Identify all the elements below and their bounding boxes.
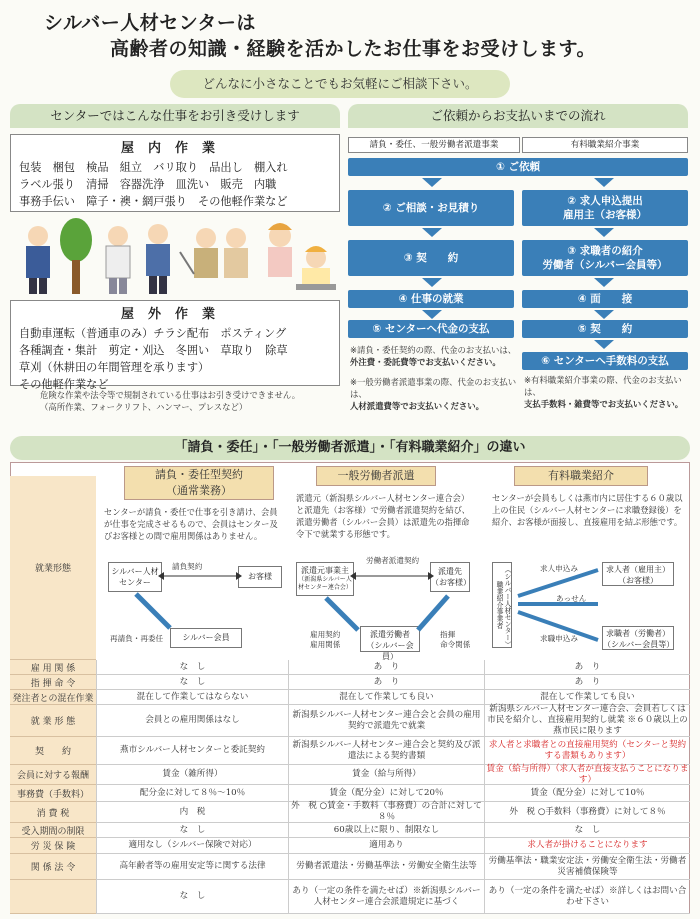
d1-member-box: シルバー会員: [170, 628, 242, 648]
flow-right-header: 有料職業紹介事業: [522, 137, 688, 153]
table-cell: 賃金（配分金）に対して20％: [288, 785, 484, 802]
table-cell: あ り: [484, 675, 690, 690]
table-cell: 適用あり: [288, 838, 484, 854]
table-cell: 労働基準法・職業安定法・労働安全衛生法・労働者災害補償保険等: [484, 854, 690, 880]
note-left-1-line2: 外注費・委託費等でお支払いください。: [350, 357, 501, 367]
table-cell: 高年齢者等の雇用安定等に関する法律: [96, 854, 288, 880]
worker-figure-6: [268, 223, 292, 277]
col3-description: センターが会員もしくは燕市内に居住する６０歳以上の住民（シルバー人材センターに求職登録後）を紹介、お客様が面接し、直接雇用を結ぶ形態です。: [492, 493, 683, 527]
d3-req-label: 求人申込み: [540, 564, 578, 573]
table-cell: 求人者が掛けることになります: [484, 838, 690, 854]
flow-note-left-1: [350, 344, 520, 368]
flow-step-1: ① ご依頼: [348, 158, 688, 176]
outdoor-list: 自動車運転（普通車のみ）チラシ配布 ポスティング 各種調査・集計 剪定・刈込 冬囲い 草取り 除草 草刈（休耕田の年間管理を承ります） その他軽作業など: [19, 327, 288, 391]
row-label: 関 係 法 令: [10, 854, 96, 880]
table-cell: あ り: [288, 675, 484, 690]
table-cell: 混在して作業しても良い: [288, 690, 484, 705]
table-cell: な し: [96, 823, 288, 838]
flow-note-right: [524, 374, 690, 410]
flow-r3-line1: ③ 求職者の紹介: [567, 245, 643, 257]
flow-arrow: [422, 278, 442, 287]
row-label: 会員に対する報酬: [10, 765, 96, 785]
outdoor-box: [10, 300, 340, 391]
flow-arrow: [594, 340, 614, 349]
flow-arrow: [422, 178, 442, 187]
table-cell: あり（一定の条件を満たせば）※新潟県シルバー人材センター連合会派遣規定に基づく: [288, 880, 484, 914]
d2-cmd-line2: 命令関係: [440, 640, 471, 649]
table-cell: 適用なし（シルバー保険で対応）: [96, 838, 288, 854]
table-cell: 混在して作業してはならない: [96, 690, 288, 705]
flow-right-step-4: ④ 面 接: [522, 290, 688, 308]
indoor-box: [10, 134, 340, 212]
d1-sub-label: 再請負・再委任: [110, 634, 164, 643]
table-cell: な し: [96, 660, 288, 675]
indoor-title: 屋内作業: [120, 141, 229, 156]
d2-arrows: [290, 556, 480, 656]
note-left-2-line2: 人材派遣費等でお支払いください。: [350, 401, 484, 411]
flow-left-step-2: ② ご相談・お見積り: [348, 190, 514, 226]
flow-arrow: [422, 228, 442, 237]
d3-seeker-title: 求職者（労働者）: [606, 629, 670, 638]
consult-banner: どんなに小さなことでもお気軽にご相談下さい。: [170, 70, 510, 98]
flow-r2-line2: 雇用主（お客様）: [563, 209, 647, 221]
flow-arrow: [594, 228, 614, 237]
flow-section: [348, 104, 688, 128]
row-label: 受入期間の制限: [10, 823, 96, 838]
table-cell: 外 税 ○手数料（事務費）に対して８％: [484, 802, 690, 823]
table-cell: 労働者派遣法・労働基準法・労働安全衛生法等: [288, 854, 484, 880]
table-cell: 会員との雇用関係はなし: [96, 705, 288, 737]
flow-left-step-5: ⑤ センターへ代金の支払: [348, 320, 514, 338]
table-cell: 60歳以上に限り、制限なし: [288, 823, 484, 838]
col1-title: 請負・委任型契約: [155, 468, 243, 481]
worker-figure-2: [106, 226, 130, 294]
row-label: 就 業 形 態: [10, 705, 96, 737]
d2-cmd-line1: 指揮: [440, 630, 456, 639]
note-right-line2: 支払手数料・雑費等でお支払いください。: [524, 399, 684, 409]
indoor-list: 包装 梱包 検品 組立 バリ取り 品出し 棚入れ ラベル張り 清掃 容器洗浄 皿洗い 販売 内職 事務手伝い 障子・襖・網戸張り その他軽作業など: [19, 161, 288, 208]
d2-emp-line2: 雇用関係: [310, 640, 341, 649]
table-cell: な し: [484, 823, 690, 838]
table-cell: 求人者と求職者との直接雇用契約（センターと契約する書類もあります）: [484, 737, 690, 765]
col2-description: 派遣元（新潟県シルバー人材センター連合会）と派遣先（お客様）で労働者派遣契約を結び、派遣労働者（シルバー会員）は派遣先の指揮命令下で就業する形態です。: [296, 493, 470, 539]
row-label: 雇 用 関 係: [10, 660, 96, 675]
d1-center-box: シルバー人材センター: [108, 562, 162, 592]
table-cell: 賃金（給与所得）（求人者が直接支払うことになります）: [484, 765, 690, 785]
table-cell: 内 税: [96, 802, 288, 823]
col1-description: センターが請負・委任で仕事を引き請け、会員が仕事を完成させるもので、会員はセンター及びお客様との間で雇用関係はありません。: [104, 507, 278, 541]
d1-arrows: [100, 556, 290, 656]
d1-contract-label: 請負契約: [172, 562, 203, 571]
table-cell: 賃金（雑所得）: [96, 765, 288, 785]
row-label: [10, 880, 96, 914]
d2-dest-sub: （お客様）: [431, 578, 471, 587]
flow-heading: ご依頼からお支払いまでの流れ: [348, 104, 688, 128]
col2-header: 一般労働者派遣: [316, 466, 436, 486]
row-label: 消 費 税: [10, 802, 96, 823]
d2-sender-sub: （新潟県シルバー人材センター連合会）: [298, 576, 352, 591]
flow-left-step-4: ④ 仕事の就業: [348, 290, 514, 308]
d3-med-label: あっせん: [556, 594, 587, 603]
table-cell: 賃金（給与所得）: [288, 765, 484, 785]
workers-illustration: [10, 212, 340, 300]
tree-figure: [60, 218, 92, 294]
flow-r3-line2: 労働者（シルバー会員等）: [542, 259, 668, 271]
table-cell: な し: [96, 880, 288, 914]
table-cell: 新潟県シルバー人材センター連合会と会員の雇用契約で派遣先で就業: [288, 705, 484, 737]
page-title-line2: 高齢者の知識・経験を活かしたお仕事をお受けします。: [110, 38, 596, 60]
worker-figure-7: [296, 246, 336, 290]
table-cell: 配分金に対して８％～10％: [96, 785, 288, 802]
row-label: 指 揮 命 令: [10, 675, 96, 690]
outdoor-title: 屋外作業: [120, 307, 229, 322]
d3-employer-title: 求人者（雇用主）: [606, 565, 670, 574]
row-label: 契 約: [10, 737, 96, 765]
d2-worker-sub: （シルバー会員）: [366, 641, 414, 661]
d3-employer-sub: （お客様）: [618, 576, 658, 585]
table-cell: あ り: [288, 660, 484, 675]
d3-employer-box: [602, 562, 674, 586]
d2-emp-line1: 雇用契約: [310, 630, 341, 639]
d1-customer-box: お客様: [238, 566, 282, 588]
jobs-heading: センターではこんな仕事をお引き受けします: [10, 104, 340, 128]
row-label: 労 災 保 険: [10, 838, 96, 854]
flow-right-step-5: ⑤ 契 約: [522, 320, 688, 338]
col1-header: [124, 466, 274, 500]
page-title-line1: シルバー人材センターは: [44, 12, 256, 34]
flow-arrow: [594, 278, 614, 287]
d2-worker-title: 派遣労働者: [370, 630, 410, 639]
flow-left-step-3: ③ 契 約: [348, 240, 514, 276]
table-cell: 外 税 ○賃金・手数料（事務費）の合計に対して８％: [288, 802, 484, 823]
worker-figure-3: [146, 224, 170, 294]
compare-heading: 「請負・委任」・「一般労働者派遣」・「有料職業紹介」の違い: [10, 436, 690, 460]
d3-arrows: [512, 556, 602, 656]
row-label: 就業形態: [10, 476, 96, 660]
flow-arrow: [594, 178, 614, 187]
table-cell: 賃金（配分金）に対して10％: [484, 785, 690, 802]
d2-sender-title: 派遣元事業主: [301, 566, 349, 575]
table-cell: 燕市シルバー人材センターと委託契約: [96, 737, 288, 765]
jobs-section: [10, 104, 340, 413]
flow-arrow: [422, 310, 442, 319]
table-cell: あり（一定の条件を満たせば）※詳しくはお問い合わせ下さい: [484, 880, 690, 914]
note-right-line1: ※有料職業紹介事業の際、代金のお支払いは、: [524, 375, 682, 397]
worker-figure-1: [26, 226, 50, 294]
table-cell: 新潟県シルバー人材センター連合会、会員若しくは市民を紹介し、直接雇用契約し就業 ※６０歳以上の燕市民に限ります: [484, 705, 690, 737]
table-cell: な し: [96, 675, 288, 690]
flow-left-header: 請負・委任、一般労働者派遣事業: [348, 137, 520, 153]
flow-right-step-3: [522, 240, 688, 276]
worker-figure-5: [224, 228, 248, 278]
row-label: 事務費（手数料）: [10, 785, 96, 802]
d3-seeker-sub: （シルバー会員等）: [603, 640, 675, 649]
flow-arrow: [594, 310, 614, 319]
col3-header: 有料職業紹介: [514, 466, 648, 486]
d3-seek-label: 求職申込み: [540, 634, 578, 643]
note-left-1-line1: ※請負・委任契約の際、代金のお支払いは、: [350, 345, 517, 355]
table-cell: 新潟県シルバー人材センター連合会と契約及び派遣法による契約書類: [288, 737, 484, 765]
flow-right-step-2: [522, 190, 688, 226]
table-cell: あ り: [484, 660, 690, 675]
flow-note-left-2: [350, 376, 520, 412]
d3-seeker-box: [602, 626, 674, 650]
worker-figure-4: [180, 228, 218, 278]
note-left-2-line1: ※一般労働者派遣事業の際、代金のお支払いは、: [350, 377, 517, 399]
jobs-note: 危険な作業や法令等で規制されている仕事はお引き受けできません。 （高所作業、フォークリフト、ハンマー、プレスなど）: [40, 390, 301, 412]
table-cell: 混在して作業しても良い: [484, 690, 690, 705]
row-label: 発注者との混在作業: [10, 690, 96, 705]
flow-right-step-6: ⑥ センターへ手数料の支払: [522, 352, 688, 370]
d2-contract-label: 労働者派遣契約: [366, 556, 420, 565]
d3-center-box: （シルバー人材センター）職業紹介事業者: [492, 562, 512, 648]
d2-dest-title: 派遣先: [438, 567, 462, 576]
col1-subtitle: （通常業務）: [166, 484, 232, 497]
flow-r2-line1: ② 求人申込提出: [567, 195, 643, 207]
